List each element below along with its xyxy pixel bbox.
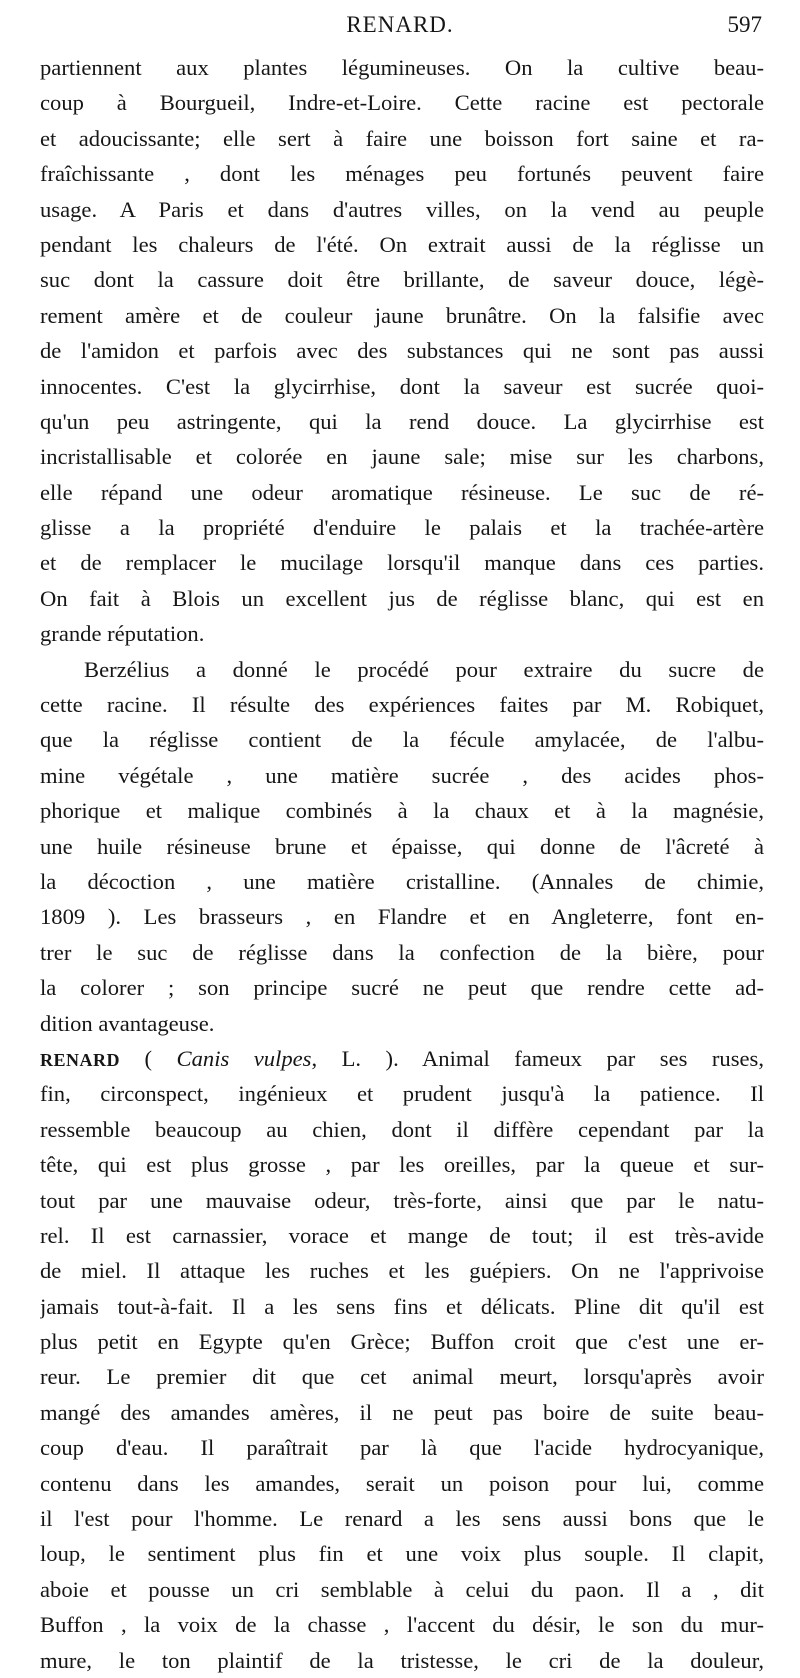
text-line: la décoction , une matière cristalline. (Annales de chimie, [40, 868, 764, 894]
text-line: dition avantageuse. [40, 1010, 215, 1036]
text-line: et de remplacer le mucilage lorsqu'il manque dans ces parties. [40, 550, 764, 576]
text-line: elle répand une odeur aromatique résineuse. Le suc de ré- [40, 479, 764, 505]
paragraph-licorice-uses [40, 50, 764, 652]
text-line: tête, qui est plus grosse , par les oreilles, par la queue et sur- [40, 1152, 764, 1178]
text-line: incristallisable et colorée en jaune sale; mise sur les charbons, [40, 444, 764, 470]
text-line: 1809 ). Les brasseurs , en Flandre et en Angleterre, font en- [40, 904, 764, 930]
latin-name: Canis vulpes [176, 1045, 312, 1071]
text-line: contenu dans les amandes, serait un poison pour lui, comme [40, 1470, 764, 1496]
running-header [0, 8, 800, 42]
text-line: de l'amidon et parfois avec des substances qui ne sont pas aussi [40, 338, 764, 364]
text-line: glisse a la propriété d'enduire le palais et la trachée-artère [40, 515, 764, 541]
text-line: innocentes. C'est la glycirrhise, dont la saveur est sucrée quoi- [40, 373, 764, 399]
page-number: 597 [727, 12, 762, 37]
text-line: ressemble beaucoup au chien, dont il diffère cependant par la [40, 1116, 764, 1142]
text-line: la colorer ; son principe sucré ne peut que rendre cette ad- [40, 975, 764, 1001]
text-line: mure, le ton plaintif de la tristesse, le cri de la douleur, [40, 1647, 764, 1673]
text-line: que la réglisse contient de la fécule amylacée, de l'albu- [40, 727, 764, 753]
text-line: Buffon , la voix de la chasse , l'accent du désir, le son du mur- [40, 1612, 764, 1638]
text-line: de miel. Il attaque les ruches et les guépiers. On ne l'apprivoise [40, 1258, 764, 1284]
text-line: fraîchissante , dont les ménages peu fortunés peuvent faire [40, 161, 764, 187]
paragraph-berzelius [40, 652, 764, 1041]
text-line: grande réputation. [40, 621, 205, 647]
text-line: tout par une mauvaise odeur, très-forte, ainsi que par le natu- [40, 1187, 764, 1213]
text-line: mine végétale , une matière sucrée , des acides phos- [40, 762, 764, 788]
entry-authority: , L. ). Animal fameux par ses ruses, [311, 1045, 764, 1071]
text-line: On fait à Blois un excellent jus de réglisse blanc, qui est en [40, 585, 764, 611]
running-title: RENARD. [346, 12, 454, 37]
text-line: Berzélius a donné le procédé pour extraire du sucre de [84, 656, 764, 682]
text-line: fin, circonspect, ingénieux et prudent jusqu'à la patience. Il [40, 1081, 764, 1107]
text-line: reur. Le premier dit que cet animal meurt, lorsqu'après avoir [40, 1364, 764, 1390]
text-line: coup à Bourgueil, Indre-et-Loire. Cette racine est pectorale [40, 90, 764, 116]
text-line: une huile résineuse brune et épaisse, qui donne de l'âcreté à [40, 833, 764, 859]
entry-headword: RENARD [40, 1049, 121, 1070]
entry-first-line [40, 1041, 764, 1076]
text-line: rement amère et de couleur jaune brunâtre. On la falsifie avec [40, 302, 764, 328]
text-line: loup, le sentiment plus fin et une voix plus souple. Il clapit, [40, 1541, 764, 1567]
text-line: coup d'eau. Il paraîtrait par là que l'acide hydrocyanique, [40, 1435, 764, 1461]
entry-open-paren: ( [120, 1045, 177, 1071]
text-line: mangé des amandes amères, il ne peut pas boire de suite beau- [40, 1399, 764, 1425]
text-line: phorique et malique combinés à la chaux et à la magnésie, [40, 798, 764, 824]
text-line: partiennent aux plantes légumineuses. On la cultive beau- [40, 55, 764, 80]
text-line: rel. Il est carnassier, vorace et mange de tout; il est très-avide [40, 1222, 764, 1248]
text-line: pendant les chaleurs de l'été. On extrait aussi de la réglisse un [40, 231, 764, 257]
body-text [40, 50, 764, 1678]
entry-renard [40, 1041, 764, 1678]
text-line: cette racine. Il résulte des expériences faites par M. Robiquet, [40, 692, 764, 718]
text-line: aboie et pousse un cri semblable à celui du paon. Il a , dit [40, 1576, 764, 1602]
text-line: trer le suc de réglisse dans la confection de la bière, pour [40, 939, 764, 965]
text-line: suc dont la cassure doit être brillante, de saveur douce, légè- [40, 267, 764, 293]
text-line: jamais tout-à-fait. Il a les sens fins et délicats. Pline dit qu'il est [40, 1293, 764, 1319]
text-line: et adoucissante; elle sert à faire une boisson fort saine et ra- [40, 125, 764, 151]
text-line: il l'est pour l'homme. Le renard a les sens aussi bons que le [40, 1506, 764, 1532]
text-line: plus petit en Egypte qu'en Grèce; Buffon croit que c'est une er- [40, 1329, 764, 1355]
text-line: usage. A Paris et dans d'autres villes, on la vend au peuple [40, 196, 764, 222]
text-line: qu'un peu astringente, qui la rend douce. La glycirrhise est [40, 408, 764, 434]
